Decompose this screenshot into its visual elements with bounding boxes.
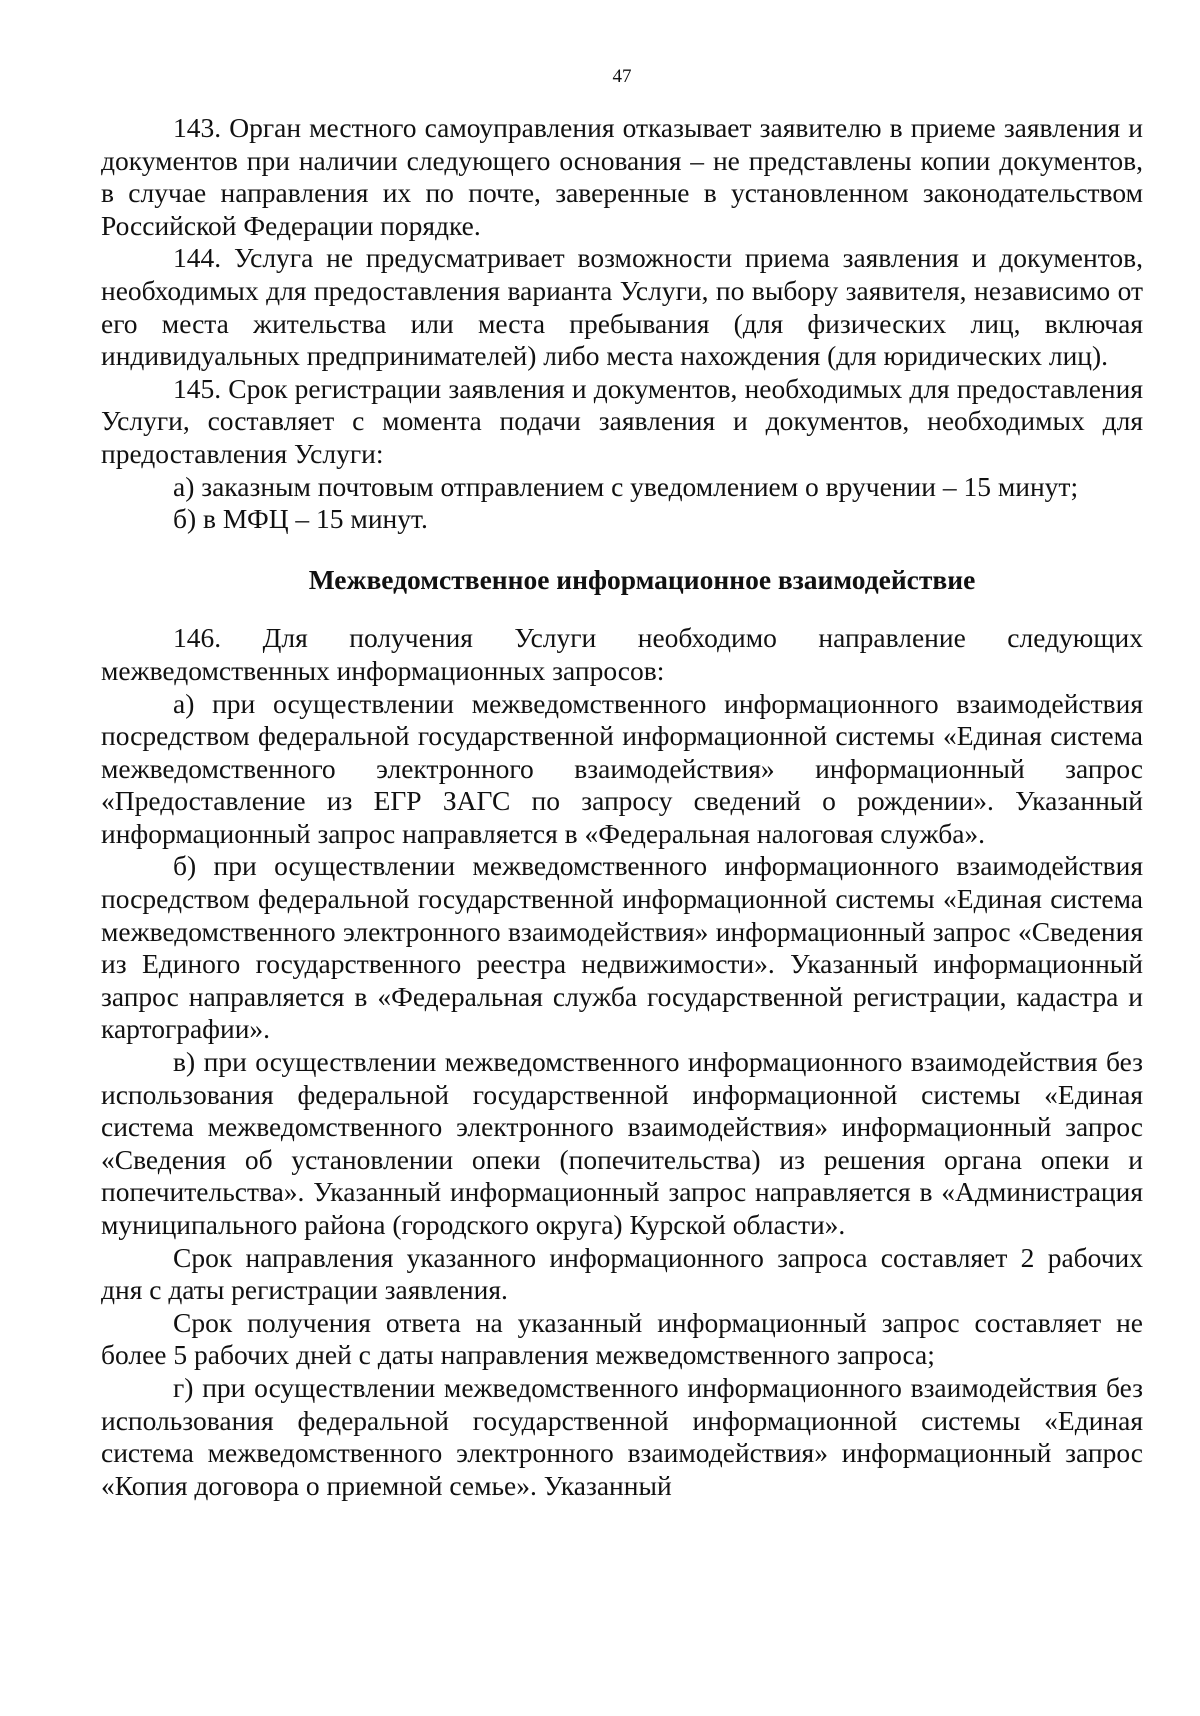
document-body <box>101 112 1143 1502</box>
paragraph-146: 146. Для получения Услуги необходимо направление следующих межведомственных информационных запросов: <box>101 622 1143 686</box>
paragraph-146-item-g: г) при осуществлении межведомственного информационного взаимодействия без использования федеральной государственной информационной системы «Единая система межведомственного электронного взаимодействия» информационный запрос «Копия договора о приемной семье». Указанный <box>101 1371 1143 1501</box>
paragraph-144: 144. Услуга не предусматривает возможности приема заявления и документов, необходимых для предоставления варианта Услуги, по выбору заявителя, независимо от его места жительства или места пребывания (для физических лиц, включая индивидуальных предпринимателей) либо места нахождения (для юридических лиц). <box>101 242 1143 372</box>
paragraph-request-send-term: Срок направления указанного информационного запроса составляет 2 рабочих дня с даты регистрации заявления. <box>101 1241 1143 1306</box>
paragraph-145-item-a: а) заказным почтовым отправлением с уведомлением о вручении – 15 минут; <box>173 470 1079 502</box>
paragraph-response-term: Срок получения ответа на указанный информационный запрос составляет не более 5 рабочих дней с даты направления межведомственного запроса; <box>101 1306 1143 1371</box>
paragraph-146-item-v: в) при осуществлении межведомственного информационного взаимодействия без использования федеральной государственной информационной системы «Единая система межведомственного электронного взаимодействия» информационный запрос «Сведения об установлении опеки (попечительства) из решения органа опеки и попечительства». Указанный информационный запрос направляется в «Администрация муниципального района (городского округа) Курской области». <box>101 1046 1143 1240</box>
page-number: 47 <box>612 66 632 87</box>
paragraph-143: 143. Орган местного самоуправления отказывает заявителю в приеме заявления и документов при наличии следующего основания – не представлены копии документов, в случае направления их по почте, заверенные в установленном законодательством Российской Федерации порядке. <box>101 112 1143 241</box>
paragraph-145-item-b: б) в МФЦ – 15 минут. <box>173 503 428 535</box>
paragraph-146-item-b: б) при осуществлении межведомственного информационного взаимодействия посредством федеральной государственной информационной системы «Единая система межведомственного электронного взаимодействия» информационный запрос «Сведения из Единого государственного реестра недвижимости». Указанный информационный запрос направляется в «Федеральная служба государственной регистрации, кадастра и картографии». <box>101 850 1143 1045</box>
paragraph-145: 145. Срок регистрации заявления и документов, необходимых для предоставления Услуги, составляет с момента подачи заявления и документов, необходимых для предоставления Услуги: <box>101 372 1143 469</box>
section-heading: Межведомственное информационное взаимодействие <box>308 563 976 595</box>
paragraph-146-item-a: а) при осуществлении межведомственного информационного взаимодействия посредством федеральной государственной информационной системы «Единая система межведомственного электронного взаимодействия» информационный запрос «Предоставление из ЕГР ЗАГС по запросу сведений о рождении». Указанный информационный запрос направляется в «Федеральная налоговая служба». <box>101 687 1143 849</box>
